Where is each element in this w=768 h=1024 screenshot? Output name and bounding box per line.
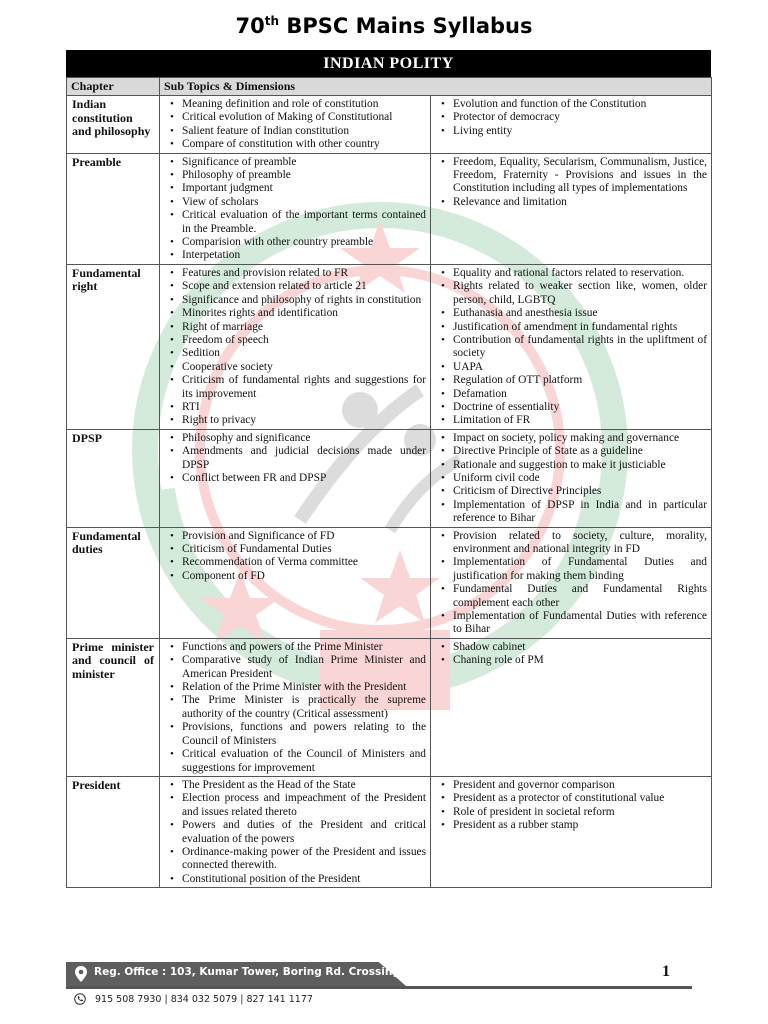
list-item: • Provisions, functions and powers relating to the Council of Ministers [182,721,426,748]
list-item: • Shadow cabinet [453,641,707,654]
subtopics-right-cell [431,153,712,264]
list-item: • Provision related to society, culture, morality, environment and national integrity in FD [453,530,707,557]
subtopics-right-cell [431,776,712,887]
column-header-subtopics: Sub Topics & Dimensions [160,78,712,96]
list-item: • Amendments and judicial decisions made under DPSP [182,445,426,472]
list-item: • Implementation of Fundamental Duties and justification for making them binding [453,556,707,583]
list-item: • Critical evaluation of the Council of Ministers and suggestions for improvement [182,748,426,775]
subtopics-left-cell [160,264,431,429]
table-row [67,429,712,527]
list-item: • Scope and extension related to article 21 [182,280,426,293]
subtopics-left-cell [160,153,431,264]
page-title: 70th BPSC Mains Syllabus [235,14,533,38]
subtopic-list [164,431,426,486]
list-item: • Important judgment [182,182,426,195]
list-item: • View of scholars [182,196,426,209]
list-item: • Recommendation of Verma committee [182,556,426,569]
list-item: • Doctrine of essentiality [453,401,707,414]
phone-icon [74,993,86,1005]
list-item: • Protector of democracy [453,111,707,124]
list-item: • Philosophy and significance [182,432,426,445]
subtopic-list [435,640,707,668]
footer-phones: 915 508 7930 | 834 032 5079 | 827 141 1177 [95,994,313,1005]
chapter-cell: Preamble [67,153,160,264]
table-row [67,96,712,154]
list-item: • Equality and rational factors related to reservation. [453,267,707,280]
list-item: • Role of president in societal reform [453,806,707,819]
list-item: • Rights related to weaker section like, women, older person, child, LGBTQ [453,280,707,307]
subtopics-left-cell [160,638,431,776]
list-item: • Significance of preamble [182,156,426,169]
list-item: • Election process and impeachment of the President and issues related thereto [182,792,426,819]
list-item: • Salient feature of Indian constitution [182,125,426,138]
chapter-cell: President [67,776,160,887]
footer-address: Reg. Office : 103, Kumar Tower, Boring Rd. Crossing, Patna -01 [94,966,465,978]
list-item: • Compare of constitution with other country [182,138,426,151]
list-item: • Right of marriage [182,321,426,334]
table-body [67,96,712,888]
table-row [67,153,712,264]
subtopics-right-cell [431,264,712,429]
column-header-row [67,78,712,96]
subtopics-right-cell [431,429,712,527]
list-item: • Provision and Significance of FD [182,530,426,543]
subtopics-right-cell [431,638,712,776]
list-item: • UAPA [453,361,707,374]
list-item: • President as a protector of constitutional value [453,792,707,805]
subtopics-left-cell [160,96,431,154]
subtopics-left-cell [160,776,431,887]
chapter-cell: Indian constitution and philosophy [67,96,160,154]
list-item: • Chaning role of PM [453,654,707,667]
list-item: • RTI [182,401,426,414]
list-item: • Rationale and suggestion to make it justiciable [453,459,707,472]
chapter-cell: DPSP [67,429,160,527]
subtopic-list [164,97,426,152]
subtopic-list [435,778,707,833]
page-number: 1 [662,963,670,980]
list-item: • Freedom of speech [182,334,426,347]
subtopic-list [164,640,426,775]
chapter-cell: Prime minister and council of minister [67,638,160,776]
list-item: • Critical evolution of Making of Constitutional [182,111,426,124]
list-item: • Uniform civil code [453,472,707,485]
list-item: • Contribution of fundamental rights in the upliftment of society [453,334,707,361]
list-item: • Comparision with other country preamble [182,236,426,249]
list-item: • Directive Principle of State as a guideline [453,445,707,458]
subtopic-list [164,529,426,584]
table-row [67,776,712,887]
list-item: • Euthanasia and anesthesia issue [453,307,707,320]
chapter-cell: Fundamental right [67,264,160,429]
subtopic-list [164,266,426,428]
list-item: • Cooperative society [182,361,426,374]
syllabus-table-container [66,50,711,888]
list-item: • Living entity [453,125,707,138]
list-item: • Criticism of Directive Principles [453,485,707,498]
list-item: • Limitation of FR [453,414,707,427]
list-item: • Criticism of fundamental rights and suggestions for its improvement [182,374,426,401]
list-item: • Relevance and limitation [453,196,707,209]
subtopic-list [435,529,707,637]
location-pin-icon [74,966,88,982]
list-item: • Relation of the Prime Minister with the President [182,681,426,694]
list-item: • President and governor comparison [453,779,707,792]
footer-divider [66,986,692,989]
chapter-cell: Fundamental duties [67,527,160,638]
subtopics-right-cell [431,96,712,154]
list-item: • President as a rubber stamp [453,819,707,832]
list-item: • Meaning definition and role of constitution [182,98,426,111]
list-item: • Criticism of Fundamental Duties [182,543,426,556]
list-item: • Functions and powers of the Prime Minister [182,641,426,654]
list-item: • Philosophy of preamble [182,169,426,182]
list-item: • Component of FD [182,570,426,583]
subtopics-left-cell [160,429,431,527]
list-item: • Minorites rights and identification [182,307,426,320]
list-item: • Implementation of Fundamental Duties with reference to Bihar [453,610,707,637]
list-item: • Implementation of DPSP in India and in particular reference to Bihar [453,499,707,526]
list-item: • Freedom, Equality, Secularism, Communalism, Justice, Freedom, Fraternity - Provisions and issues in the Constitution including all types of implementations [453,156,707,196]
list-item: • Evolution and function of the Constitution [453,98,707,111]
syllabus-table [66,77,712,888]
list-item: • Defamation [453,388,707,401]
table-row [67,638,712,776]
table-row [67,527,712,638]
list-item: • Comparative study of Indian Prime Minister and American President [182,654,426,681]
list-item: • Significance and philosophy of rights in constitution [182,294,426,307]
section-heading: INDIAN POLITY [66,50,711,77]
list-item: • Regulation of OTT platform [453,374,707,387]
list-item: • Powers and duties of the President and critical evaluation of the powers [182,819,426,846]
subtopics-right-cell [431,527,712,638]
column-header-chapter: Chapter [67,78,160,96]
subtopic-list [435,155,707,210]
list-item: • Right to privacy [182,414,426,427]
list-item: • Impact on society, policy making and governance [453,432,707,445]
subtopic-list [164,155,426,263]
subtopic-list [435,431,707,526]
subtopic-list [435,266,707,428]
subtopic-list [164,778,426,886]
list-item: • Fundamental Duties and Fundamental Rights complement each other [453,583,707,610]
list-item: • Features and provision related to FR [182,267,426,280]
list-item: • Justification of amendment in fundamental rights [453,321,707,334]
list-item: • The Prime Minister is practically the supreme authority of the country (Critical assessment) [182,694,426,721]
list-item: • Conflict between FR and DPSP [182,472,426,485]
subtopics-left-cell [160,527,431,638]
list-item: • Interpetation [182,249,426,262]
subtopic-list [435,97,707,138]
list-item: • Constitutional position of the President [182,873,426,886]
list-item: • Critical evaluation of the important terms contained in the Preamble. [182,209,426,236]
table-row [67,264,712,429]
list-item: • Sedition [182,347,426,360]
list-item: • The President as the Head of the State [182,779,426,792]
list-item: • Ordinance-making power of the President and issues connected therewith. [182,846,426,873]
